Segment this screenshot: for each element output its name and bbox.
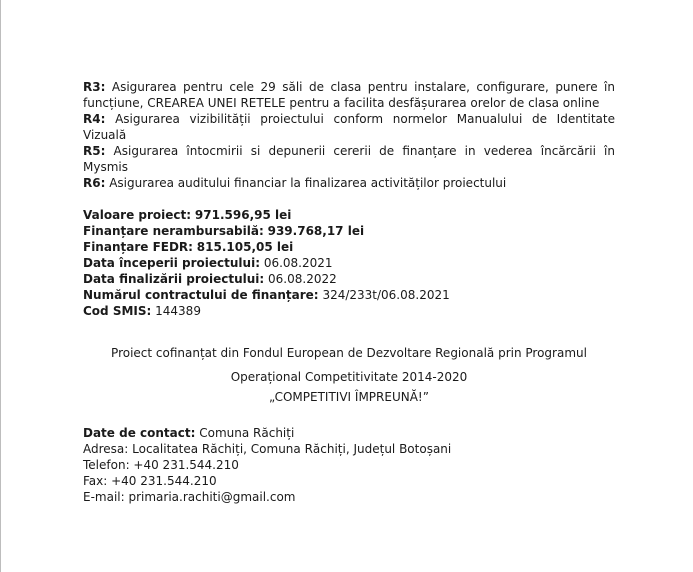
end-date [83, 271, 615, 287]
fedr-label: Finanțare FEDR: [83, 240, 193, 254]
contact-fax: Fax: +40 231.544.210 [83, 474, 217, 488]
contact-label: Date de contact: [83, 426, 196, 440]
cofinancing-notice [83, 341, 615, 409]
fedr-amount: 815.105,05 lei [196, 240, 294, 254]
result-label: R5: [83, 144, 106, 158]
result-r6-line1 [83, 175, 615, 191]
result-label: R4: [83, 112, 106, 126]
result-r5-line2: Mysmis [83, 160, 128, 174]
nonrefundable-amount: 939.768,17 lei [267, 224, 365, 238]
start-date-value: 06.08.2021 [263, 256, 333, 270]
result-text: Asigurarea auditului financiar la finalizarea activităților proiectului [109, 176, 507, 190]
project-document [83, 79, 615, 505]
result-r5-line1 [83, 143, 615, 159]
start-date-label: Data începerii proiectului: [83, 256, 260, 270]
project-value-label: Valoare proiect: [83, 208, 192, 222]
project-motto: „COMPETITIVI ÎMPREUNĂ!” [269, 390, 429, 404]
cofinancing-line2: Operațional Competitivitate 2014-2020 [230, 370, 468, 384]
contact-email: E-mail: primaria.rachiti@gmail.com [83, 490, 296, 504]
project-value-amount: 971.596,95 lei [194, 208, 292, 222]
smis-code-label: Cod SMIS: [83, 304, 152, 318]
contact-name-value: Comuna Răchiți [199, 426, 295, 440]
cofinancing-line1: Proiect cofinanțat din Fondul European de Dezvoltare Regională prin Programul [111, 346, 587, 360]
result-r4-line1 [83, 111, 615, 127]
nonrefundable-funding [83, 223, 615, 239]
page-left-border [0, 0, 1, 572]
result-r3-line2: funcțiune, CREAREA UNEI RETELE pentru a facilita desfășurarea orelor de clasa online [83, 96, 600, 110]
contract-number-label: Numărul contractului de finanțare: [83, 288, 319, 302]
smis-code-value: 144389 [155, 304, 201, 318]
result-r3-line1 [83, 79, 615, 95]
smis-code [83, 303, 615, 319]
results-list [83, 79, 615, 191]
project-details [83, 207, 615, 319]
contact-address: Adresa: Localitatea Răchiți, Comuna Răchiți, Județul Botoșani [83, 442, 452, 456]
contact-name [83, 425, 615, 441]
contract-number [83, 287, 615, 303]
contract-number-value: 324/233t/06.08.2021 [322, 288, 450, 302]
result-label: R6: [83, 176, 106, 190]
nonrefundable-label: Finanțare nerambursabilă: [83, 224, 264, 238]
result-text: Asigurarea pentru cele 29 săli de clasa pentru instalare, configurare, punere în [111, 80, 615, 94]
result-text: Asigurarea vizibilității proiectului conform normelor Manualului de Identitate [115, 112, 615, 126]
result-text: Asigurarea întocmirii si depunerii cererii de finanțare in vederea încărcării în [113, 144, 615, 158]
end-date-value: 06.08.2022 [268, 272, 337, 286]
end-date-label: Data finalizării proiectului: [83, 272, 265, 286]
start-date [83, 255, 615, 271]
fedr-funding [83, 239, 615, 255]
contact-phone: Telefon: +40 231.544.210 [83, 458, 239, 472]
contact-details [83, 425, 615, 505]
project-value [83, 207, 615, 223]
result-label: R3: [83, 80, 106, 94]
result-r4-line2: Vizuală [83, 128, 127, 142]
